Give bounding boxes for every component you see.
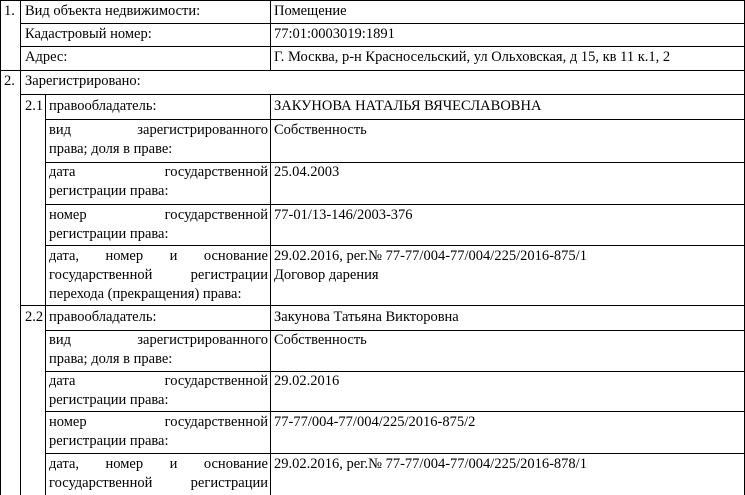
transfer-label-line: дата, номер и основание — [49, 456, 268, 472]
registration-date-label-line: регистрации права: — [49, 183, 169, 199]
transfer-value: 29.02.2016, рег.№ 77-77/004-77/004/225/2016-878/1 — [274, 456, 587, 472]
border-top — [0, 0, 745, 1]
transfer-basis: Договор дарения — [274, 267, 379, 283]
border-row — [20, 305, 745, 306]
right-type-value: Собственность — [274, 122, 367, 138]
right-type-label-line: вид зарегистрированного — [49, 122, 268, 138]
transfer-label — [49, 455, 268, 493]
right-type-value: Собственность — [274, 332, 367, 348]
transfer-value: 29.02.2016, рег.№ 77-77/004-77/004/225/2016-875/1 — [274, 248, 587, 264]
transfer-label-line: перехода (прекращения) права: — [49, 286, 242, 302]
holder-name: ЗАКУНОВА НАТАЛЬЯ ВЯЧЕСЛАВОВНА — [274, 98, 542, 114]
border-subnum-col — [45, 94, 46, 495]
cadastral-number-value: 77:01:0003019:1891 — [274, 26, 395, 42]
border-row — [45, 453, 745, 454]
right-type-label — [49, 121, 268, 159]
registration-number-label-line: номер государственной — [49, 207, 268, 223]
border-left — [0, 0, 1, 495]
registration-date-value: 29.02.2016 — [274, 373, 340, 389]
row-number: 2. — [4, 73, 15, 89]
address-label: Адрес: — [25, 49, 68, 65]
object-type-value: Помещение — [274, 3, 347, 19]
border-row — [45, 204, 745, 205]
address-value: Г. Москва, р-н Красносельский, ул Ольховская, д 15, кв 11 к.1, 2 — [274, 49, 671, 65]
row-number: 1. — [4, 3, 15, 19]
transfer-label-line: дата, номер и основание — [49, 248, 268, 264]
border-row — [20, 23, 745, 24]
registration-number-label — [49, 413, 268, 451]
border-label-col-2 — [270, 94, 271, 495]
border-row — [45, 411, 745, 412]
registration-date-label-line: регистрации права: — [49, 392, 169, 408]
transfer-label-line: государственной регистрации — [49, 475, 268, 491]
registration-number-label-line: регистрации права: — [49, 433, 169, 449]
registered-label: Зарегистрировано: — [25, 73, 141, 89]
transfer-label-line: государственной регистрации — [49, 267, 268, 283]
border-row — [20, 94, 745, 95]
right-type-label-line: права; доля в праве: — [49, 351, 173, 367]
registration-date-label — [49, 372, 268, 410]
holder-number: 2.2 — [25, 309, 44, 325]
border-row — [45, 119, 745, 120]
right-type-label — [49, 331, 268, 369]
border-num-col — [20, 0, 21, 495]
registration-number-label-line: регистрации права: — [49, 226, 169, 242]
object-type-label: Вид объекта недвижимости: — [25, 3, 201, 19]
transfer-label — [49, 247, 268, 304]
holder-number: 2.1 — [25, 98, 44, 114]
right-type-label-line: права; доля в праве: — [49, 141, 173, 157]
holder-label: правообладатель: — [49, 309, 157, 325]
registration-number-label-line: номер государственной — [49, 414, 268, 430]
registration-number-label — [49, 206, 268, 244]
right-type-label-line: вид зарегистрированного — [49, 332, 268, 348]
border-row — [20, 46, 745, 47]
registration-date-label-line: дата государственной — [49, 373, 268, 389]
holder-label: правообладатель: — [49, 98, 157, 114]
registration-date-label — [49, 163, 268, 201]
registration-date-label-line: дата государственной — [49, 164, 268, 180]
registration-number-value: 77-77/004-77/004/225/2016-875/2 — [274, 414, 476, 430]
border-row — [45, 245, 745, 246]
border-label-col — [270, 0, 271, 70]
holder-name: Закунова Татьяна Викторовна — [274, 309, 459, 325]
cadastral-number-label: Кадастровый номер: — [25, 26, 152, 42]
border-row — [0, 70, 745, 71]
registration-date-value: 25.04.2003 — [274, 164, 340, 180]
registration-number-value: 77-01/13-146/2003-376 — [274, 207, 413, 223]
